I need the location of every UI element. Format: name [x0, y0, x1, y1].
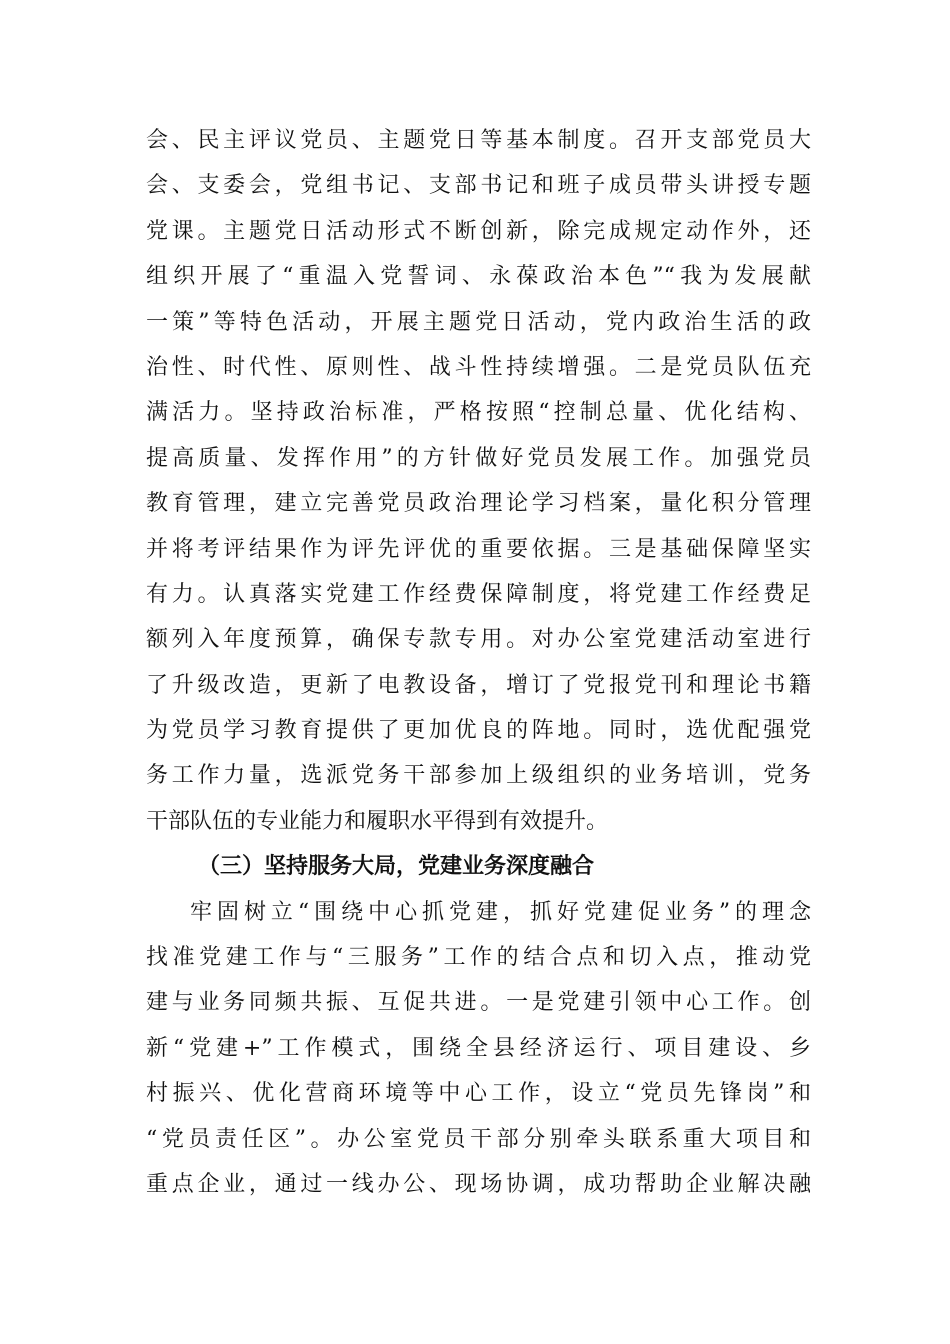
text-line: 重点企业，通过一线办公、现场协调，成功帮助企业解决融 — [146, 1171, 811, 1197]
text-line: 额列入年度预算，确保专款专用。对办公室党建活动室进行 — [146, 627, 811, 653]
text-line: 组织开展了“重温入党誓词、永葆政治本色”“我为发展献 — [146, 264, 811, 290]
document-body — [146, 118, 811, 1207]
text-line: 务工作力量，选派党务干部参加上级组织的业务培训，党务 — [146, 763, 811, 789]
text-line: 为党员学习教育提供了更加优良的阵地。同时，选优配强党 — [146, 718, 811, 744]
text-line: 教育管理，建立完善党员政治理论学习档案，量化积分管理 — [146, 491, 811, 517]
text-line: 会、民主评议党员、主题党日等基本制度。召开支部党员大 — [146, 128, 811, 153]
text-line: 满活力。坚持政治标准，严格按照“控制总量、优化结构、 — [146, 400, 811, 426]
text-line: 并将考评结果作为评先评优的重要依据。三是基础保障坚实 — [146, 536, 811, 562]
text-line: 找准党建工作与“三服务”工作的结合点和切入点，推动党 — [146, 945, 811, 971]
text-line: 村振兴、优化营商环境等中心工作，设立“党员先锋岗”和 — [146, 1081, 811, 1107]
section-heading: （三）坚持服务大局，党建业务深度融合 — [198, 854, 595, 880]
text-line: 一策”等特色活动，开展主题党日活动，党内政治生活的政 — [146, 309, 811, 335]
text-line: 新“党建+”工作模式，围绕全县经济运行、项目建设、乡 — [146, 1035, 811, 1061]
text-line: 牢固树立“围绕中心抓党建，抓好党建促业务”的理念 — [190, 899, 811, 925]
text-line: 会、支委会，党组书记、支部书记和班子成员带头讲授专题 — [146, 173, 811, 199]
text-line: 党课。主题党日活动形式不断创新，除完成规定动作外，还 — [146, 218, 811, 244]
text-line: 干部队伍的专业能力和履职水平得到有效提升。 — [146, 808, 609, 834]
text-line: 建与业务同频共振、互促共进。一是党建引领中心工作。创 — [146, 990, 811, 1016]
text-line: “党员责任区”。办公室党员干部分别牵头联系重大项目和 — [146, 1126, 811, 1152]
text-line: 了升级改造，更新了电教设备，增订了党报党刊和理论书籍 — [146, 672, 811, 698]
text-line: 治性、时代性、原则性、战斗性持续增强。二是党员队伍充 — [146, 354, 811, 380]
text-line: 有力。认真落实党建工作经费保障制度，将党建工作经费足 — [146, 581, 811, 607]
text-line: 提高质量、发挥作用”的方针做好党员发展工作。加强党员 — [146, 445, 811, 471]
